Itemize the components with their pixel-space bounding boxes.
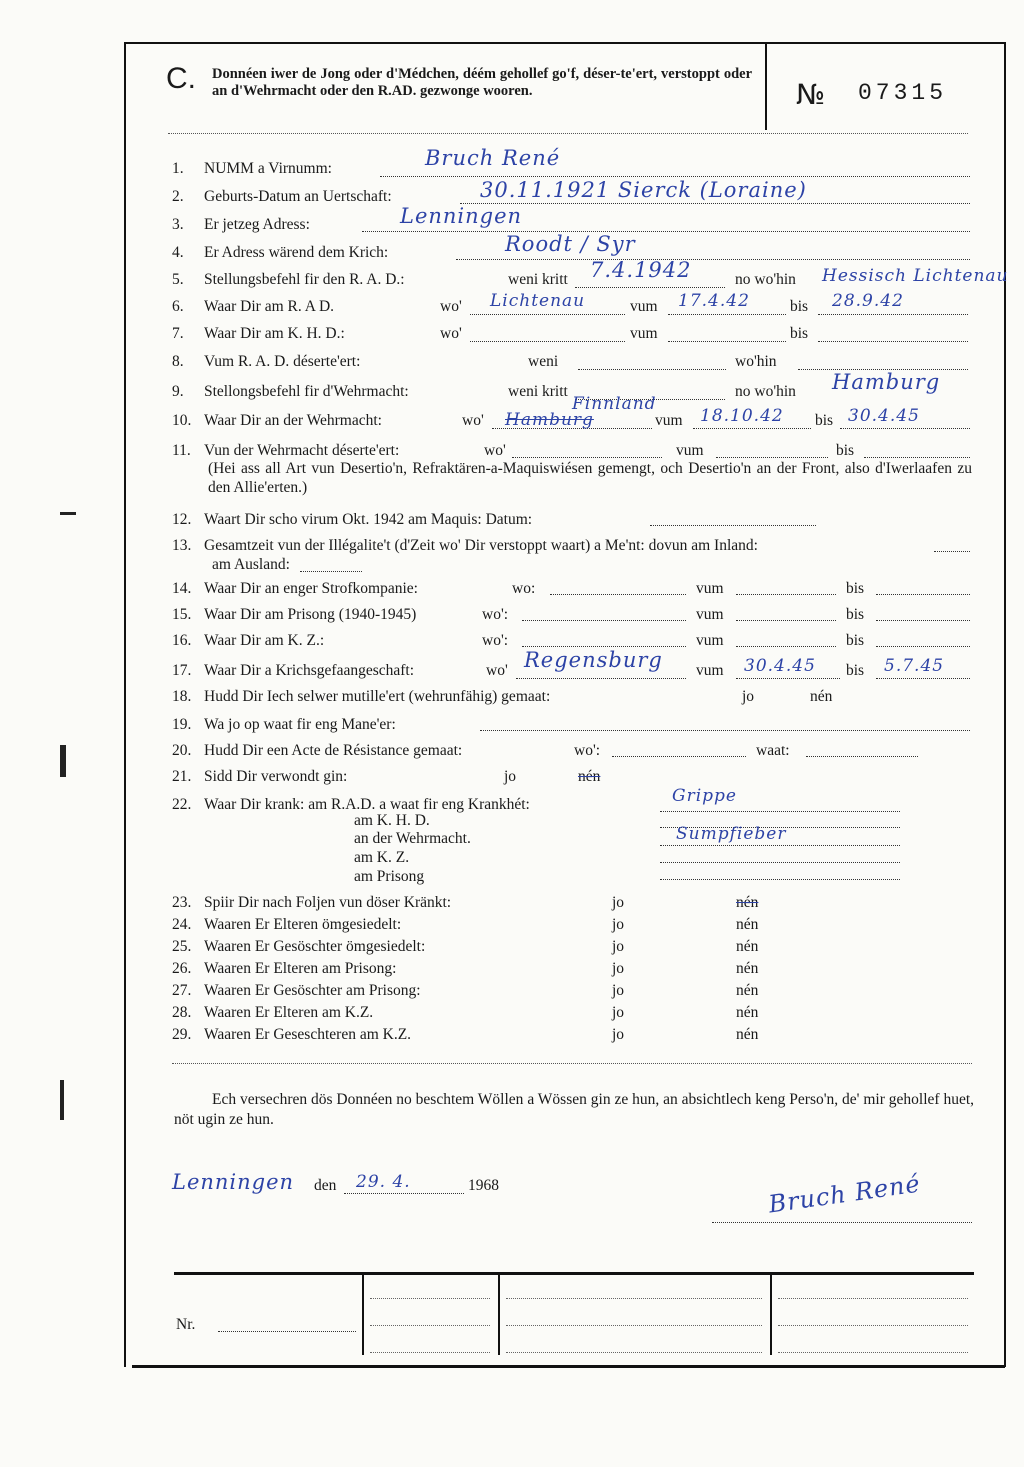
row-21-jo[interactable]: jo bbox=[504, 768, 517, 785]
footer-col bbox=[362, 1275, 364, 1355]
row-10-bis: bis bbox=[815, 412, 834, 429]
row-21-nen[interactable]: nén bbox=[578, 768, 601, 785]
row-5-destination-value[interactable]: Hessisch Lichtenau bbox=[822, 266, 1009, 286]
row-10-from-value[interactable]: 18.10.42 bbox=[700, 406, 784, 426]
row-10-to-value[interactable]: 30.4.45 bbox=[848, 406, 920, 426]
row-22-kz: am K. Z. bbox=[354, 849, 410, 866]
row-4: 4. Er Adress wärend dem Krich: bbox=[172, 244, 389, 261]
footer-nr-label: Nr. bbox=[176, 1316, 196, 1333]
row-5-weni-kritt: weni kritt bbox=[508, 271, 568, 288]
footer-cell[interactable] bbox=[370, 1298, 490, 1299]
row-29-jo[interactable]: jo bbox=[612, 1026, 625, 1043]
row-6-to-value[interactable]: 28.9.42 bbox=[832, 291, 904, 311]
row-20-wo: wo': bbox=[574, 742, 601, 759]
row-8-wohin: wo'hin bbox=[735, 353, 777, 370]
footer-cell[interactable] bbox=[370, 1325, 490, 1326]
row-11-from-field[interactable] bbox=[716, 457, 828, 458]
row-6-place-value[interactable]: Lichtenau bbox=[490, 291, 586, 311]
row-17-to-field[interactable] bbox=[876, 678, 970, 679]
row-14-from-field[interactable] bbox=[736, 594, 836, 595]
row-15-place-field[interactable] bbox=[522, 620, 686, 621]
row-23-jo[interactable]: jo bbox=[612, 894, 625, 911]
row-22-rad-value[interactable]: Grippe bbox=[672, 786, 737, 806]
row-12-field[interactable] bbox=[650, 525, 816, 526]
row-9-weni-kritt: weni kritt bbox=[508, 383, 568, 400]
row-20: 20. Hudd Dir een Acte de Résistance gemaat: bbox=[172, 742, 463, 759]
row-22-rad-field[interactable] bbox=[660, 811, 900, 812]
row-5: 5. Stellungsbefehl fir den R. A. D.: bbox=[172, 271, 405, 288]
row-22-wehrmacht-value[interactable]: Sumpfieber bbox=[676, 824, 787, 844]
row-17-from-field[interactable] bbox=[736, 678, 840, 679]
form-number: 07315 bbox=[858, 80, 948, 106]
row-5-date-field[interactable] bbox=[575, 287, 725, 288]
row-26-jo[interactable]: jo bbox=[612, 960, 625, 977]
footer-cell[interactable] bbox=[506, 1352, 762, 1353]
row-2-birth-value[interactable]: 30.11.1921 Sierck (Loraine) bbox=[480, 178, 807, 202]
footer-cell[interactable] bbox=[506, 1298, 762, 1299]
row-11-note: (Hei ass all Art vun Desertio'n, Refraktären-a-Maquiswiésen gemengt, och Desertio'n an der Front, also d'Iwerlaafen zu den Allie'erten.) bbox=[208, 460, 972, 496]
declaration-text: Ech versechren dös Donnéen no beschtem Wöllen a Wössen gin ze hun, an absichtlech keng Perso'n, de' mir gehollef huet, nöt ugin ze hun. bbox=[174, 1091, 974, 1128]
row-10: 10. Waar Dir an der Wehrmacht: bbox=[172, 412, 382, 429]
row-24-jo[interactable]: jo bbox=[612, 916, 625, 933]
footer-table-rule bbox=[174, 1272, 974, 1275]
row-17-wo: wo' bbox=[486, 662, 508, 679]
row-17-from-value[interactable]: 30.4.45 bbox=[744, 656, 816, 676]
row-22-wehrmacht: an der Wehrmacht. bbox=[354, 830, 471, 847]
row-2-field[interactable] bbox=[460, 203, 970, 204]
signature-field[interactable] bbox=[712, 1222, 972, 1223]
header-rule bbox=[168, 133, 968, 134]
row-4-field[interactable] bbox=[456, 259, 970, 260]
row-14-bis: bis bbox=[846, 580, 865, 597]
row-29-nen[interactable]: nén bbox=[736, 1026, 759, 1043]
row-12: 12. Waart Dir scho virum Okt. 1942 am Maquis: Datum: bbox=[172, 511, 533, 528]
row-25-nen[interactable]: nén bbox=[736, 938, 759, 955]
row-7: 7. Waar Dir am K. H. D.: bbox=[172, 325, 345, 342]
row-23: 23. Spiir Dir nach Foljen vun döser Kränkt: bbox=[172, 894, 452, 911]
row-8-weni: weni bbox=[528, 353, 559, 370]
signature-date-field[interactable] bbox=[344, 1193, 464, 1194]
row-24: 24. Waaren Er Elteren ömgesiedelt: bbox=[172, 916, 402, 933]
row-15-from-field[interactable] bbox=[736, 620, 836, 621]
row-14-place-field[interactable] bbox=[550, 594, 686, 595]
row-6-from-field[interactable] bbox=[668, 314, 786, 315]
row-11-vum: vum bbox=[676, 442, 704, 459]
row-7-to-field[interactable] bbox=[818, 341, 968, 342]
row-25: 25. Waaren Er Gesöschter ömgesiedelt: bbox=[172, 938, 426, 955]
row-10-place-struck: Hamburg bbox=[505, 410, 594, 430]
row-20-place-field[interactable] bbox=[612, 756, 746, 757]
row-28-nen[interactable]: nén bbox=[736, 1004, 759, 1021]
row-17-place-value[interactable]: Regensburg bbox=[524, 648, 663, 672]
row-7-wo: wo' bbox=[440, 325, 462, 342]
row-28: 28. Waaren Er Elteren am K.Z. bbox=[172, 1004, 374, 1021]
row-13-ausland-field[interactable] bbox=[300, 571, 362, 572]
row-10-place-value[interactable]: Finnland bbox=[572, 394, 657, 414]
page-edge-mark bbox=[60, 512, 76, 515]
row-6: 6. Waar Dir am R. A D. bbox=[172, 298, 335, 315]
row-16-wo: wo': bbox=[482, 632, 509, 649]
row-11-wo: wo' bbox=[484, 442, 506, 459]
row-6-bis: bis bbox=[790, 298, 809, 315]
row-14-wo: wo: bbox=[512, 580, 536, 597]
row-7-bis: bis bbox=[790, 325, 809, 342]
row-9: 9. Stellongsbefehl fir d'Wehrmacht: bbox=[172, 383, 409, 400]
row-10-vum: vum bbox=[655, 412, 683, 429]
signature-den: den bbox=[314, 1177, 337, 1194]
row-24-nen[interactable]: nén bbox=[736, 916, 759, 933]
row-16-to-field[interactable] bbox=[876, 646, 970, 647]
row-1: 1. NUMM a Virnumm: bbox=[172, 160, 332, 177]
row-22: 22. Waar Dir krank: am R.A.D. a waat fir eng Krankhét: bbox=[172, 796, 530, 813]
row-10-from-field[interactable] bbox=[693, 428, 811, 429]
signature-year: 1968 bbox=[468, 1177, 499, 1194]
row-29: 29. Waaren Er Geseschteren am K.Z. bbox=[172, 1026, 412, 1043]
frame-bottom-rule bbox=[132, 1365, 1005, 1368]
row-16-place-field[interactable] bbox=[522, 646, 686, 647]
row-14-vum: vum bbox=[696, 580, 724, 597]
footer-col bbox=[770, 1275, 772, 1355]
row-17-to-value[interactable]: 5.7.45 bbox=[884, 656, 945, 676]
row-23-nen[interactable]: nén bbox=[736, 894, 759, 911]
section-letter: C. bbox=[166, 62, 196, 95]
row-9-destination-value[interactable]: Hamburg bbox=[832, 370, 941, 394]
row-18-jo[interactable]: jo bbox=[742, 688, 755, 705]
row-15-to-field[interactable] bbox=[876, 620, 970, 621]
row-16: 16. Waar Dir am K. Z.: bbox=[172, 632, 325, 649]
row-11-to-field[interactable] bbox=[864, 457, 970, 458]
row-26-nen[interactable]: nén bbox=[736, 960, 759, 977]
row-5-no-wohin: no wo'hin bbox=[735, 271, 796, 288]
row-6-from-value[interactable]: 17.4.42 bbox=[678, 291, 750, 311]
footer-cell[interactable] bbox=[370, 1352, 490, 1353]
row-11-bis: bis bbox=[836, 442, 855, 459]
row-7-from-field[interactable] bbox=[668, 341, 786, 342]
page-edge-mark bbox=[60, 745, 66, 777]
section-divider bbox=[172, 1063, 972, 1064]
row-18-nen[interactable]: nén bbox=[810, 688, 833, 705]
row-13-ausland-label: am Ausland: bbox=[212, 556, 290, 573]
row-22-khd: am K. H. D. bbox=[354, 812, 430, 829]
row-16-bis: bis bbox=[846, 632, 865, 649]
row-14: 14. Waar Dir an enger Strofkompanie: bbox=[172, 580, 418, 597]
row-16-vum: vum bbox=[696, 632, 724, 649]
page-edge-mark bbox=[60, 1080, 64, 1120]
row-26: 26. Waaren Er Elteren am Prisong: bbox=[172, 960, 397, 977]
row-8-when-field[interactable] bbox=[578, 369, 726, 370]
row-18: 18. Hudd Dir Iech selwer mutille'ert (wehrunfähig) gemaat: bbox=[172, 688, 551, 705]
row-17-vum: vum bbox=[696, 662, 724, 679]
row-20-waat: waat: bbox=[756, 742, 790, 759]
row-6-wo: wo' bbox=[440, 298, 462, 315]
row-3-field[interactable] bbox=[362, 231, 970, 232]
footer-nr-field[interactable] bbox=[218, 1331, 356, 1332]
form-title: Donnéen iwer de Jong oder d'Médchen, déém gehollef go'f, déser-te'ert, verstoppt oder an d'Wehrmacht oder den R.AD. gezwonge wooren. bbox=[212, 66, 752, 99]
row-15-bis: bis bbox=[846, 606, 865, 623]
footer-cell[interactable] bbox=[778, 1325, 968, 1326]
row-1-name-value[interactable]: Bruch René bbox=[425, 146, 561, 170]
header-divider bbox=[765, 42, 767, 130]
row-2: 2. Geburts-Datum an Uertschaft: bbox=[172, 188, 392, 205]
row-6-vum: vum bbox=[630, 298, 658, 315]
row-20-what-field[interactable] bbox=[806, 756, 918, 757]
row-13: 13. Gesamtzeit vun der Illégalite't (d'Zeit wo' Dir verstoppt waart) a Me'nt: dovun am Inland: bbox=[172, 537, 758, 554]
row-27-nen[interactable]: nén bbox=[736, 982, 759, 999]
row-17-bis: bis bbox=[846, 662, 865, 679]
row-11-place-field[interactable] bbox=[512, 457, 662, 458]
row-22-prisong-field[interactable] bbox=[660, 879, 900, 880]
row-1-field[interactable] bbox=[380, 176, 970, 177]
row-21: 21. Sidd Dir verwondt gin: bbox=[172, 768, 348, 785]
row-3-address-value[interactable]: Lenningen bbox=[400, 204, 523, 228]
row-15: 15. Waar Dir am Prisong (1940-1945) bbox=[172, 606, 417, 623]
row-9-no-wohin: no wo'hin bbox=[735, 383, 796, 400]
row-13-inland-field[interactable] bbox=[934, 551, 970, 552]
footer-cell[interactable] bbox=[506, 1325, 762, 1326]
footer-cell[interactable] bbox=[778, 1352, 968, 1353]
row-7-vum: vum bbox=[630, 325, 658, 342]
row-28-jo[interactable]: jo bbox=[612, 1004, 625, 1021]
signature-place[interactable]: Lenningen bbox=[172, 1170, 295, 1194]
row-14-to-field[interactable] bbox=[876, 594, 970, 595]
row-11: 11. Vun der Wehrmacht déserte'ert: bbox=[172, 442, 400, 459]
row-15-vum: vum bbox=[696, 606, 724, 623]
row-4-war-address-value[interactable]: Roodt / Syr bbox=[505, 232, 636, 256]
row-27-jo[interactable]: jo bbox=[612, 982, 625, 999]
row-19-field[interactable] bbox=[480, 730, 970, 731]
frame-top-rule bbox=[124, 42, 1004, 44]
row-22-prisong: am Prisong bbox=[354, 868, 425, 885]
row-17: 17. Waar Dir a Krichsgefaangeschaft: bbox=[172, 662, 415, 679]
row-25-jo[interactable]: jo bbox=[612, 938, 625, 955]
row-16-from-field[interactable] bbox=[736, 646, 836, 647]
row-22-wehrmacht-field[interactable] bbox=[660, 845, 900, 846]
footer-col bbox=[498, 1275, 500, 1355]
row-17-place-field[interactable] bbox=[516, 678, 686, 679]
row-15-wo: wo': bbox=[482, 606, 509, 623]
number-label: № bbox=[796, 78, 826, 111]
row-6-to-field[interactable] bbox=[818, 314, 968, 315]
row-19: 19. Wa jo op waat fir eng Mane'er: bbox=[172, 716, 396, 733]
row-7-place-field[interactable] bbox=[470, 341, 625, 342]
row-22-kz-field[interactable] bbox=[660, 862, 900, 863]
footer-cell[interactable] bbox=[778, 1298, 968, 1299]
row-5-date-value[interactable]: 7.4.1942 bbox=[590, 258, 692, 282]
row-6-place-field[interactable] bbox=[470, 314, 625, 315]
row-10-to-field[interactable] bbox=[840, 428, 970, 429]
row-27: 27. Waaren Er Gesöschter am Prisong: bbox=[172, 982, 421, 999]
signature[interactable]: Bruch René bbox=[766, 1169, 923, 1219]
row-10-wo: wo' bbox=[462, 412, 484, 429]
row-3: 3. Er jetzeg Adress: bbox=[172, 216, 310, 233]
row-8: 8. Vum R. A. D. déserte'ert: bbox=[172, 353, 361, 370]
signature-date-value[interactable]: 29. 4. bbox=[356, 1172, 411, 1192]
